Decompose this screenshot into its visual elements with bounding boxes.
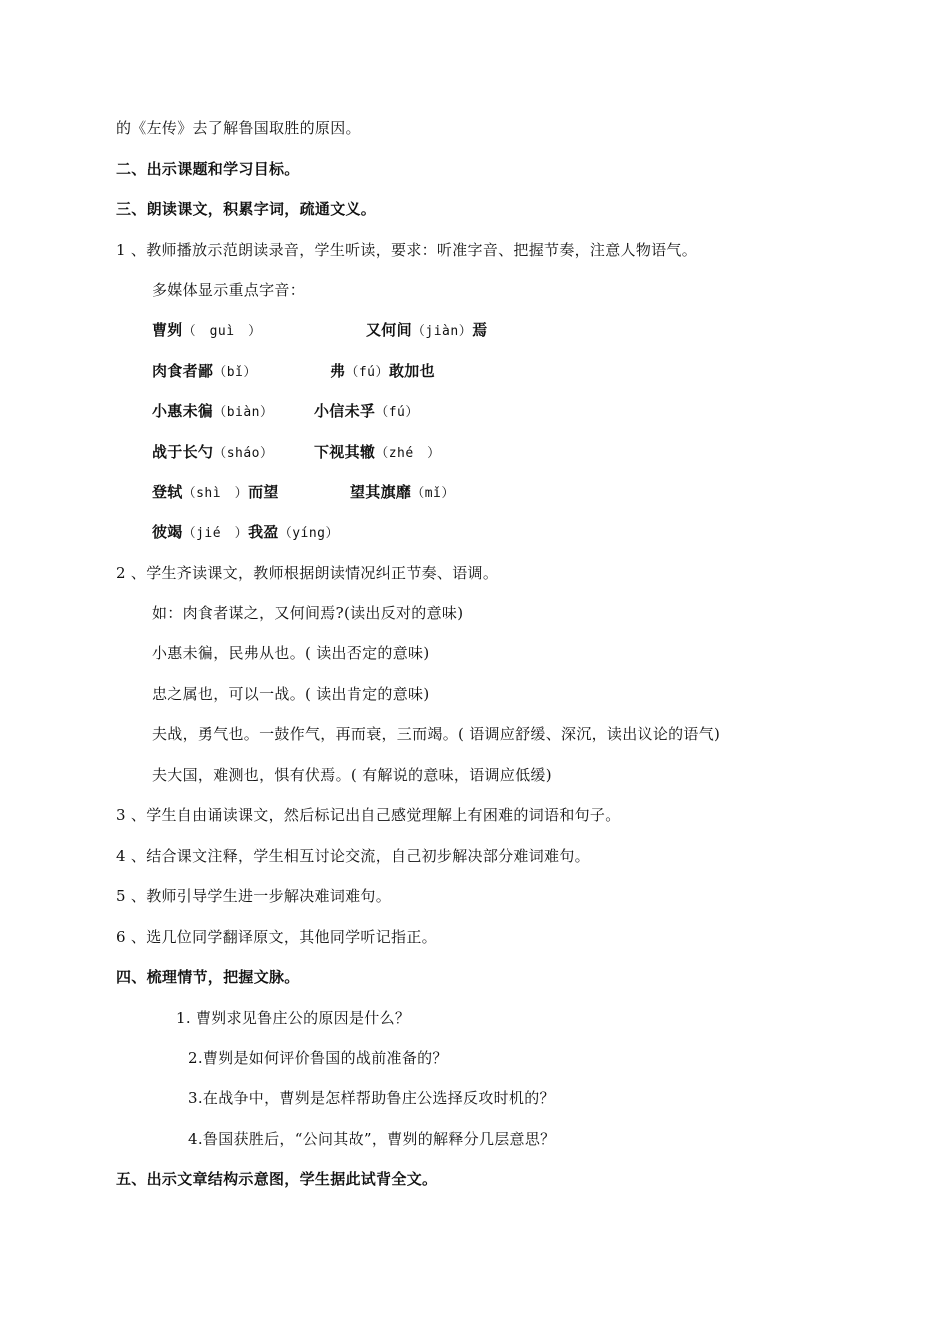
pinyin-word: 小惠未徧 <box>152 402 214 420</box>
pinyin-word: 我盈 <box>248 523 279 541</box>
question-item: 3.在战争中，曹刿是怎样帮助鲁庄公选择反攻时机的？ <box>188 1089 555 1107</box>
pinyin-reading: （bǐ） <box>213 365 257 380</box>
section-4-heading: 四、梳理情节，把握文脉。 <box>116 968 300 986</box>
pinyin-row <box>366 320 488 342</box>
pinyin-row <box>152 361 257 383</box>
step-5: 5 、教师引导学生进一步解决难词难句。 <box>116 887 392 905</box>
pinyin-row <box>314 442 441 464</box>
example-line: 小惠未徧，民弗从也。( 读出否定的意味) <box>152 644 430 662</box>
pinyin-word: 弗 <box>330 362 346 380</box>
example-line: 忠之属也，可以一战。( 读出肯定的意味) <box>152 685 430 703</box>
pinyin-word: 曹刿 <box>152 321 183 339</box>
pinyin-reading: （sháo） <box>213 446 274 461</box>
intro-tail: 的《左传》去了解鲁国取胜的原因。 <box>116 119 361 137</box>
section-2-heading: 二、出示课题和学习目标。 <box>116 160 300 178</box>
pinyin-row <box>152 482 279 504</box>
pinyin-word: 焉 <box>472 321 488 339</box>
pinyin-word: 彼竭 <box>152 523 183 541</box>
pinyin-word: 望其旗靡 <box>350 483 412 501</box>
step-1: 1 、教师播放示范朗读录音，学生听读，要求：听准字音、把握节奏，注意人物语气。 <box>116 241 698 259</box>
pinyin-row <box>152 442 274 464</box>
pinyin-reading: （zhé ） <box>375 446 441 461</box>
step-6: 6 、选几位同学翻译原文，其他同学听记指正。 <box>116 928 437 946</box>
pinyin-row <box>152 401 274 423</box>
pinyin-word: 下视其辙 <box>314 443 376 461</box>
pinyin-word: 而望 <box>248 483 279 501</box>
pinyin-reading: （jiàn） <box>411 324 473 339</box>
pinyin-reading: （ guì ） <box>182 324 262 339</box>
pinyin-reading: （fú） <box>375 405 419 420</box>
pinyin-reading: （fú） <box>345 365 389 380</box>
example-line: 夫大国，难测也，惧有伏焉。( 有解说的意味，语调应低缓) <box>152 766 552 784</box>
media-title: 多媒体显示重点字音： <box>152 281 306 299</box>
step-4: 4 、结合课文注释，学生相互讨论交流，自己初步解决部分难词难句。 <box>116 847 590 865</box>
pinyin-reading: （biàn） <box>213 405 274 420</box>
pinyin-word: 战于长勺 <box>152 443 214 461</box>
pinyin-reading: （jié ） <box>182 526 249 541</box>
pinyin-word: 又何间 <box>366 321 412 339</box>
pinyin-word: 肉食者鄙 <box>152 362 214 380</box>
pinyin-row <box>330 361 435 383</box>
question-item: 2.曹刿是如何评价鲁国的战前准备的？ <box>188 1049 448 1067</box>
section-3-heading: 三、朗读课文，积累字词，疏通文义。 <box>116 200 377 218</box>
pinyin-row <box>152 320 262 342</box>
pinyin-word: 小信未孚 <box>314 402 376 420</box>
pinyin-word: 登轼 <box>152 483 183 501</box>
section-5-heading: 五、出示文章结构示意图，学生据此试背全文。 <box>116 1170 438 1188</box>
question-item: 4.鲁国获胜后，“公问其故”，曹刿的解释分几层意思？ <box>188 1130 556 1148</box>
pinyin-reading: （mǐ） <box>411 486 455 501</box>
pinyin-row <box>314 401 419 423</box>
pinyin-reading: （yíng） <box>278 526 340 541</box>
pinyin-reading: （shì ） <box>182 486 249 501</box>
example-line: 如：肉食者谋之，又何间焉?(读出反对的意味) <box>152 604 464 622</box>
question-item: 1. 曹刿求见鲁庄公的原因是什么？ <box>176 1009 411 1027</box>
step-3: 3 、学生自由诵读课文，然后标记出自己感觉理解上有困难的词语和句子。 <box>116 806 621 824</box>
pinyin-word: 敢加也 <box>388 362 435 380</box>
pinyin-row <box>152 522 339 544</box>
pinyin-row <box>350 482 455 504</box>
example-line: 夫战，勇气也。一鼓作气，再而衰，三而竭。( 语调应舒缓、深沉，读出议论的语气) <box>152 725 721 743</box>
step-2: 2 、学生齐读课文，教师根据朗读情况纠正节奏、语调。 <box>116 564 499 582</box>
